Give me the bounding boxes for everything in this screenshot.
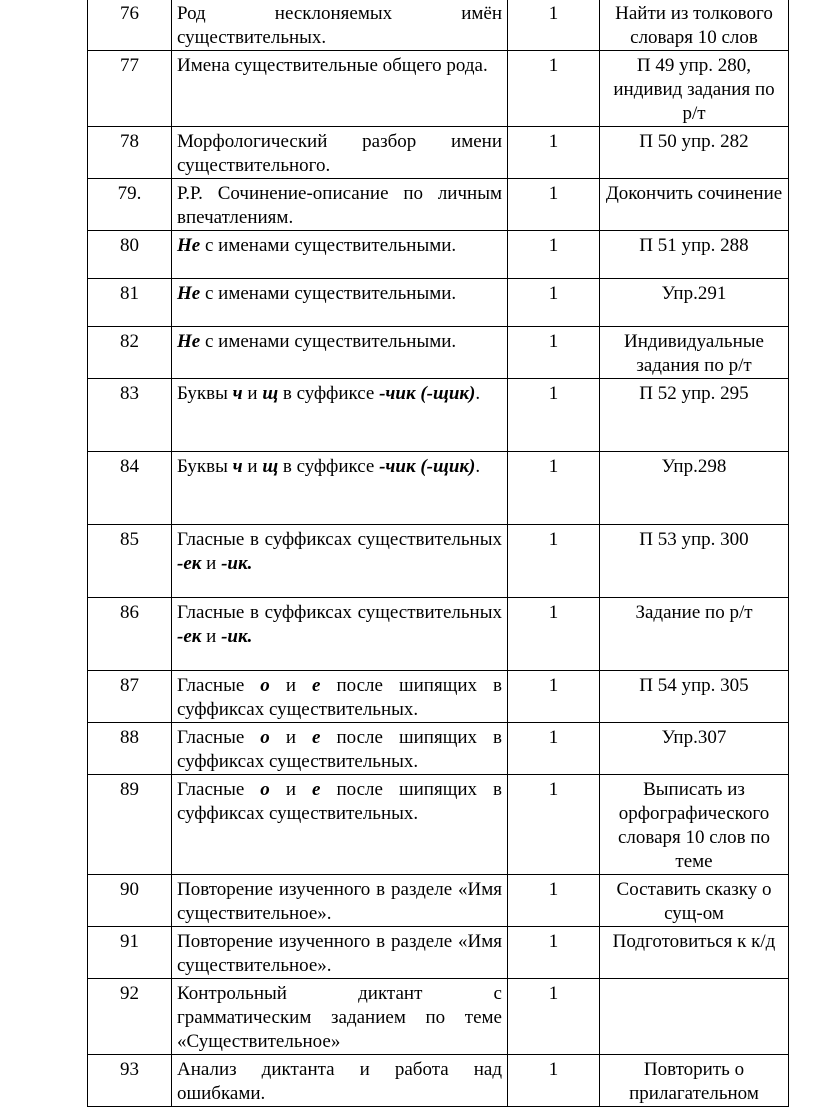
row-number: 86: [88, 598, 172, 671]
emphasis: е: [312, 675, 321, 696]
lesson-topic: [172, 775, 508, 875]
row-number: 87: [88, 671, 172, 723]
topic-text: Гласные: [177, 727, 261, 748]
topic-text: и: [269, 779, 313, 800]
table-row: [88, 279, 789, 327]
table-row: [88, 452, 789, 525]
emphasis: ч: [232, 456, 243, 477]
lesson-topic: [172, 279, 508, 327]
row-number: 80: [88, 231, 172, 279]
homework: П 52 упр. 295: [600, 379, 789, 452]
topic-text: Гласные в суффиксах существительных: [177, 529, 502, 550]
table-row: [88, 179, 789, 231]
topic-text: и: [269, 675, 313, 696]
lesson-topic: [172, 671, 508, 723]
hours-count: 1: [508, 231, 600, 279]
table-row: [88, 1055, 789, 1107]
emphasis: щ: [262, 383, 279, 404]
emphasis: е: [312, 727, 321, 748]
emphasis: -ик.: [221, 626, 253, 647]
hours-count: 1: [508, 927, 600, 979]
topic-text: Гласные: [177, 779, 261, 800]
topic-text: .: [475, 383, 481, 404]
table-row: [88, 775, 789, 875]
hours-count: 1: [508, 279, 600, 327]
emphasis: -чик (-щик): [379, 456, 476, 477]
homework: Упр.307: [600, 723, 789, 775]
homework: Индивидуальные задания по р/т: [600, 327, 789, 379]
hours-count: 1: [508, 0, 600, 51]
hours-count: 1: [508, 671, 600, 723]
table-row: [88, 127, 789, 179]
topic-text: в суффиксе: [278, 383, 380, 404]
homework: П 53 упр. 300: [600, 525, 789, 598]
row-number: 79.: [88, 179, 172, 231]
row-number: 85: [88, 525, 172, 598]
table-row: [88, 875, 789, 927]
row-number: 83: [88, 379, 172, 452]
emphasis: ч: [232, 383, 243, 404]
emphasis: -ик.: [221, 553, 253, 574]
topic-text: после шипящих в суффиксах существительных.: [177, 727, 502, 772]
topic-text: в суффиксе: [278, 456, 380, 477]
topic-text: Буквы: [177, 456, 233, 477]
homework: Повторить о прилагательном: [600, 1055, 789, 1107]
lesson-topic: Род несклоняемых имён существительных.: [172, 0, 508, 51]
topic-text: после шипящих в суффиксах существительных.: [177, 675, 502, 720]
hours-count: 1: [508, 598, 600, 671]
table-row: [88, 379, 789, 452]
topic-text: и: [242, 456, 263, 477]
row-number: 81: [88, 279, 172, 327]
table-row: [88, 979, 789, 1055]
topic-text: и: [201, 553, 222, 574]
lesson-topic: [172, 327, 508, 379]
hours-count: 1: [508, 327, 600, 379]
homework: Найти из толкового словаря 10 слов: [600, 0, 789, 51]
topic-text: Буквы: [177, 383, 233, 404]
lesson-topic: Повторение изученного в разделе «Имя существительное».: [172, 927, 508, 979]
hours-count: 1: [508, 775, 600, 875]
topic-text: и: [269, 727, 313, 748]
emphasis: Не: [177, 235, 201, 256]
emphasis: о: [260, 675, 270, 696]
lesson-topic: [172, 452, 508, 525]
homework: [600, 979, 789, 1055]
table-row: [88, 723, 789, 775]
row-number: 77: [88, 51, 172, 127]
lesson-plan-table: [87, 0, 789, 1107]
table-row: [88, 327, 789, 379]
homework: Составить сказку о сущ-ом: [600, 875, 789, 927]
emphasis: -ек: [177, 626, 202, 647]
row-number: 89: [88, 775, 172, 875]
lesson-topic: [172, 379, 508, 452]
row-number: 91: [88, 927, 172, 979]
emphasis: е: [312, 779, 321, 800]
lesson-topic: [172, 525, 508, 598]
hours-count: 1: [508, 51, 600, 127]
emphasis: щ: [262, 456, 279, 477]
lesson-topic: [172, 598, 508, 671]
emphasis: о: [260, 779, 270, 800]
lesson-topic: Анализ диктанта и работа над ошибками.: [172, 1055, 508, 1107]
row-number: 90: [88, 875, 172, 927]
hours-count: 1: [508, 127, 600, 179]
table-row: [88, 927, 789, 979]
topic-text: .: [475, 456, 481, 477]
hours-count: 1: [508, 1055, 600, 1107]
lesson-topic: Морфологический разбор имени существительного.: [172, 127, 508, 179]
hours-count: 1: [508, 452, 600, 525]
lesson-topic: Контрольный диктант с грамматическим заданием по теме «Существительное»: [172, 979, 508, 1055]
emphasis: -чик (-щик): [379, 383, 476, 404]
table-row: [88, 671, 789, 723]
homework: Докончить сочинение: [600, 179, 789, 231]
homework: Упр.298: [600, 452, 789, 525]
table-row: [88, 231, 789, 279]
hours-count: 1: [508, 723, 600, 775]
topic-text: и: [242, 383, 263, 404]
table-row: [88, 525, 789, 598]
topic-text: после шипящих в суффиксах существительных.: [177, 779, 502, 824]
table-row: [88, 51, 789, 127]
homework: П 51 упр. 288: [600, 231, 789, 279]
lesson-topic: [172, 231, 508, 279]
row-number: 92: [88, 979, 172, 1055]
row-number: 88: [88, 723, 172, 775]
hours-count: 1: [508, 379, 600, 452]
homework: Подготовиться к к/д: [600, 927, 789, 979]
topic-text: с именами существительными.: [200, 283, 457, 304]
table-row: [88, 0, 789, 51]
emphasis: о: [260, 727, 270, 748]
row-number: 84: [88, 452, 172, 525]
row-number: 93: [88, 1055, 172, 1107]
row-number: 78: [88, 127, 172, 179]
lesson-topic: Имена существительные общего рода.: [172, 51, 508, 127]
homework: Выписать из орфографического словаря 10 слов по теме: [600, 775, 789, 875]
topic-text: Гласные в суффиксах существительных: [177, 602, 502, 623]
homework: П 50 упр. 282: [600, 127, 789, 179]
homework: Упр.291: [600, 279, 789, 327]
emphasis: -ек: [177, 553, 202, 574]
hours-count: 1: [508, 979, 600, 1055]
lesson-topic: Повторение изученного в разделе «Имя существительное».: [172, 875, 508, 927]
homework: П 54 упр. 305: [600, 671, 789, 723]
hours-count: 1: [508, 875, 600, 927]
table-row: [88, 598, 789, 671]
hours-count: 1: [508, 179, 600, 231]
homework: Задание по р/т: [600, 598, 789, 671]
row-number: 76: [88, 0, 172, 51]
emphasis: Не: [177, 283, 201, 304]
topic-text: с именами существительными.: [200, 235, 457, 256]
hours-count: 1: [508, 525, 600, 598]
homework: П 49 упр. 280, индивид задания по р/т: [600, 51, 789, 127]
row-number: 82: [88, 327, 172, 379]
lesson-topic: [172, 723, 508, 775]
emphasis: Не: [177, 331, 201, 352]
topic-text: Гласные: [177, 675, 261, 696]
topic-text: и: [201, 626, 222, 647]
lesson-topic: Р.Р. Сочинение-описание по личным впечатлениям.: [172, 179, 508, 231]
topic-text: с именами существительными.: [200, 331, 457, 352]
